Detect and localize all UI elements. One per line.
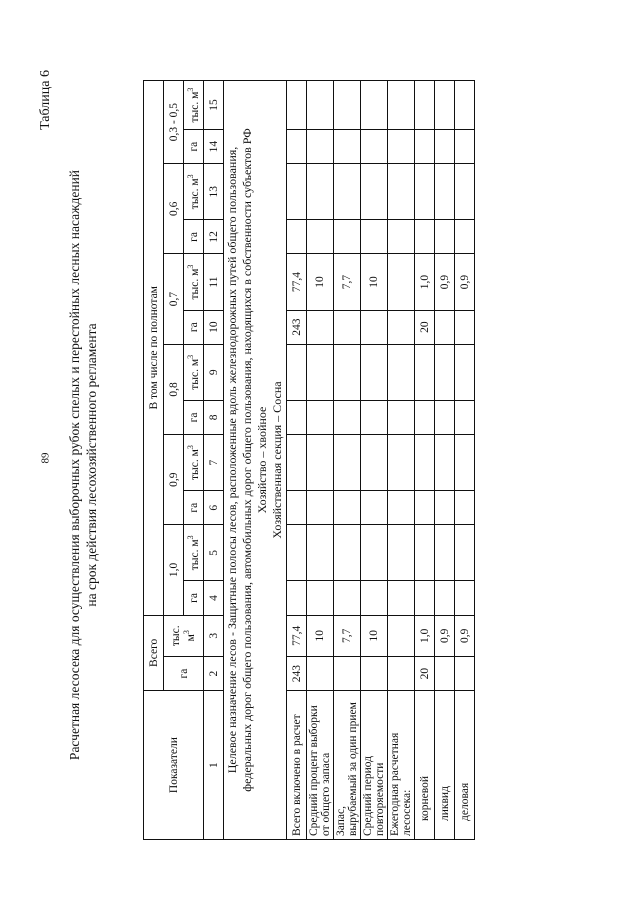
subtitle: на срок действия лесохозяйственного регламента <box>84 323 99 607</box>
sub-m3: тыс. $м^3$ <box>184 435 204 491</box>
row-label: деловая <box>455 691 475 840</box>
sub-m3: тыс. $м^3$ <box>184 164 204 220</box>
table-row: Запас, вырубаемый за один прием 7,7 7,7 <box>334 81 361 840</box>
row-label: ликвид <box>435 691 455 840</box>
page-number: 89 <box>39 452 52 464</box>
col-number: 1 <box>204 691 224 840</box>
sub-m3: тыс. $м^3$ <box>184 525 204 581</box>
col-number: 13 <box>204 164 224 220</box>
table-label: Таблица 6 <box>38 70 53 130</box>
row-label: Всего включено в расчет <box>287 691 307 840</box>
header-ha: га <box>164 657 204 691</box>
col-number: 6 <box>204 491 224 525</box>
density-5: 0,6 <box>164 164 184 254</box>
col-number: 12 <box>204 220 224 254</box>
header-by-density: В том числе по полнотам <box>144 81 164 616</box>
col-number: 4 <box>204 581 224 615</box>
col-number: 5 <box>204 525 224 581</box>
sub-ha: га <box>184 220 204 254</box>
density-2: 0,9 <box>164 435 184 525</box>
table-row: деловая 0,9 0,9 <box>455 81 475 840</box>
table-row: корневой 20 1,0 20 1,0 <box>415 81 435 840</box>
sub-m3: тыс. $м^3$ <box>184 254 204 310</box>
row-label: корневой <box>415 691 435 840</box>
sub-m3: тыс. $м^3$ <box>184 344 204 400</box>
row-label: Запас, вырубаемый за один прием <box>334 691 361 840</box>
header-indicators: Показатели <box>144 691 204 840</box>
density-4: 0,7 <box>164 254 184 344</box>
sub-ha: га <box>184 310 204 344</box>
sub-ha: га <box>184 581 204 615</box>
heading <box>66 60 100 870</box>
density-3: 0,8 <box>164 344 184 434</box>
table-row: Средний процент выборки от общего запаса 10 10 <box>307 81 334 840</box>
col-number: 10 <box>204 310 224 344</box>
col-number: 7 <box>204 435 224 491</box>
table-row: ликвид 0,9 0,9 <box>435 81 455 840</box>
table-row <box>388 81 415 840</box>
section-header-row <box>224 81 287 840</box>
density-6: 0,3 - 0,5 <box>164 81 184 164</box>
rotated-page <box>18 60 633 870</box>
col-number: 3 <box>204 615 224 656</box>
col-number: 15 <box>204 81 224 130</box>
sub-ha: га <box>184 491 204 525</box>
density-1: 1,0 <box>164 525 184 615</box>
col-number: 11 <box>204 254 224 310</box>
col-number: 8 <box>204 400 224 434</box>
row-label: Средний процент выборки от общего запаса <box>307 691 334 840</box>
col-number: 9 <box>204 344 224 400</box>
header-m3: тыс. $м^3$ <box>164 615 204 656</box>
data-table <box>143 80 475 840</box>
col-number: 2 <box>204 657 224 691</box>
title: Расчетная лесосека для осуществления выборочных рубок спелых и перестойных лесных насаждений <box>67 169 82 761</box>
table-row: Всего включено в расчет 243 77,4 243 77,4 <box>287 81 307 840</box>
table-row: Средний период повторяемости 10 10 <box>361 81 388 840</box>
sub-ha: га <box>184 130 204 164</box>
row-label: Ежегодная расчетная лесосека: <box>388 691 415 840</box>
row-label: Средний период повторяемости <box>361 691 388 840</box>
header-total: Всего <box>144 615 164 691</box>
section-header: Целевое назначение лесов - Защитные полосы лесов, расположенные вдоль железнодорожных путей общего пользования, федеральных дорог общего пользования, автомобильных дорог общего пользования, находящихся в собственности субъектов РФ Хозяйство – хвойное Хозяйственная секция – Сосна <box>224 81 287 840</box>
sub-m3: тыс. $м^3$ <box>184 81 204 130</box>
col-number: 14 <box>204 130 224 164</box>
column-numbers-row <box>204 81 224 840</box>
sub-ha: га <box>184 400 204 434</box>
